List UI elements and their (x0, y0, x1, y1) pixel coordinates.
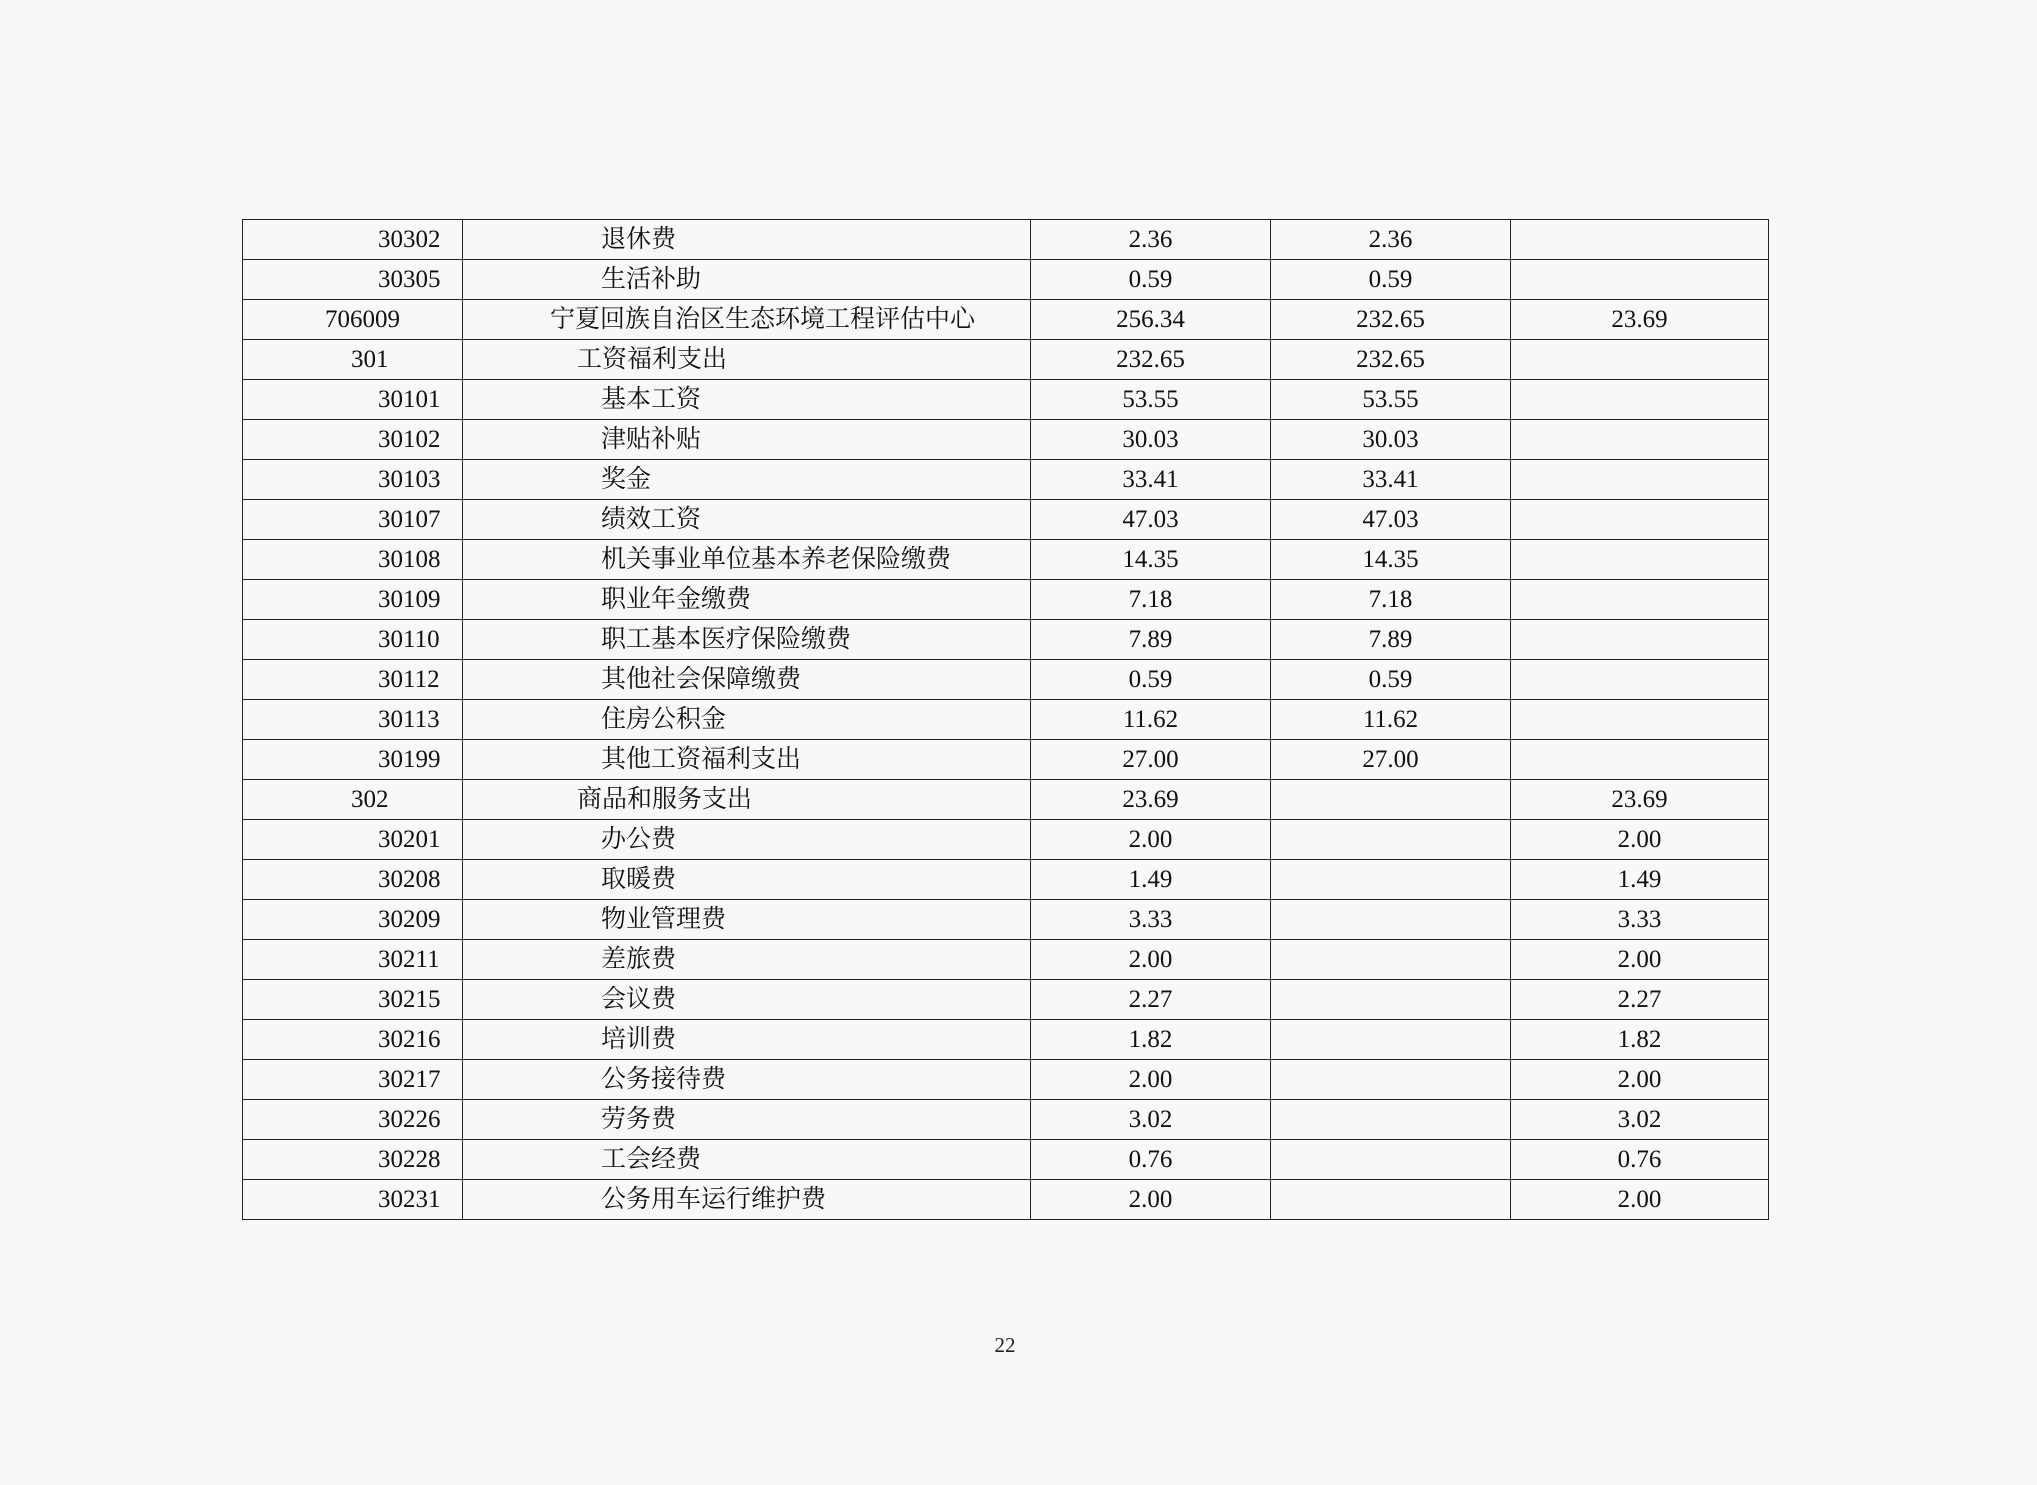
table-row (243, 940, 1769, 980)
total-amount-cell: 27.00 (1031, 740, 1271, 780)
total-amount-cell: 11.62 (1031, 700, 1271, 740)
table-row (243, 1020, 1769, 1060)
account-code-cell: 30211 (243, 940, 463, 980)
account-name-cell: 职业年金缴费 (463, 580, 1031, 620)
total-amount-cell: 23.69 (1031, 780, 1271, 820)
basic-expenditure-cell: 33.41 (1271, 460, 1511, 500)
table-row (243, 300, 1769, 340)
budget-table-body (243, 220, 1769, 1220)
total-amount-cell: 1.49 (1031, 860, 1271, 900)
total-amount-cell: 30.03 (1031, 420, 1271, 460)
project-expenditure-cell: 23.69 (1511, 780, 1769, 820)
total-amount-cell: 256.34 (1031, 300, 1271, 340)
account-code-cell: 30216 (243, 1020, 463, 1060)
account-code-cell: 30208 (243, 860, 463, 900)
basic-expenditure-cell: 30.03 (1271, 420, 1511, 460)
account-code-cell: 30215 (243, 980, 463, 1020)
total-amount-cell: 2.00 (1031, 1180, 1271, 1220)
total-amount-cell: 2.00 (1031, 1060, 1271, 1100)
total-amount-cell: 1.82 (1031, 1020, 1271, 1060)
basic-expenditure-cell (1271, 980, 1511, 1020)
account-name-cell: 商品和服务支出 (463, 780, 1031, 820)
total-amount-cell: 2.36 (1031, 220, 1271, 260)
table-row (243, 620, 1769, 660)
table-row (243, 980, 1769, 1020)
account-name-cell: 基本工资 (463, 380, 1031, 420)
basic-expenditure-cell: 11.62 (1271, 700, 1511, 740)
basic-expenditure-cell (1271, 820, 1511, 860)
account-code-cell: 706009 (243, 300, 463, 340)
basic-expenditure-cell (1271, 940, 1511, 980)
account-name-cell: 培训费 (463, 1020, 1031, 1060)
project-expenditure-cell: 2.00 (1511, 1060, 1769, 1100)
table-row (243, 860, 1769, 900)
account-code-cell: 30102 (243, 420, 463, 460)
account-name-cell: 差旅费 (463, 940, 1031, 980)
basic-expenditure-cell: 47.03 (1271, 500, 1511, 540)
budget-table (242, 219, 1769, 1220)
total-amount-cell: 33.41 (1031, 460, 1271, 500)
project-expenditure-cell (1511, 700, 1769, 740)
account-code-cell: 301 (243, 340, 463, 380)
project-expenditure-cell (1511, 500, 1769, 540)
account-name-cell: 劳务费 (463, 1100, 1031, 1140)
table-row (243, 580, 1769, 620)
project-expenditure-cell (1511, 540, 1769, 580)
basic-expenditure-cell: 232.65 (1271, 340, 1511, 380)
account-code-cell: 30305 (243, 260, 463, 300)
account-name-cell: 物业管理费 (463, 900, 1031, 940)
basic-expenditure-cell: 53.55 (1271, 380, 1511, 420)
table-row (243, 820, 1769, 860)
table-row (243, 780, 1769, 820)
project-expenditure-cell (1511, 260, 1769, 300)
table-row (243, 220, 1769, 260)
account-name-cell: 会议费 (463, 980, 1031, 1020)
project-expenditure-cell: 2.00 (1511, 940, 1769, 980)
project-expenditure-cell (1511, 460, 1769, 500)
total-amount-cell: 14.35 (1031, 540, 1271, 580)
total-amount-cell: 2.27 (1031, 980, 1271, 1020)
table-row (243, 1100, 1769, 1140)
account-code-cell: 30107 (243, 500, 463, 540)
project-expenditure-cell: 1.49 (1511, 860, 1769, 900)
project-expenditure-cell (1511, 580, 1769, 620)
total-amount-cell: 47.03 (1031, 500, 1271, 540)
total-amount-cell: 53.55 (1031, 380, 1271, 420)
account-name-cell: 工资福利支出 (463, 340, 1031, 380)
basic-expenditure-cell: 2.36 (1271, 220, 1511, 260)
account-name-cell: 其他社会保障缴费 (463, 660, 1031, 700)
account-code-cell: 30109 (243, 580, 463, 620)
account-code-cell: 30228 (243, 1140, 463, 1180)
total-amount-cell: 0.59 (1031, 660, 1271, 700)
account-name-cell: 公务用车运行维护费 (463, 1180, 1031, 1220)
basic-expenditure-cell: 27.00 (1271, 740, 1511, 780)
account-code-cell: 30201 (243, 820, 463, 860)
table-row (243, 740, 1769, 780)
page-number: 22 (994, 1333, 1016, 1357)
basic-expenditure-cell (1271, 780, 1511, 820)
account-name-cell: 办公费 (463, 820, 1031, 860)
project-expenditure-cell (1511, 220, 1769, 260)
account-code-cell: 30226 (243, 1100, 463, 1140)
table-row (243, 900, 1769, 940)
project-expenditure-cell (1511, 660, 1769, 700)
account-code-cell: 30231 (243, 1180, 463, 1220)
account-name-cell: 津贴补贴 (463, 420, 1031, 460)
basic-expenditure-cell: 14.35 (1271, 540, 1511, 580)
account-code-cell: 30199 (243, 740, 463, 780)
basic-expenditure-cell (1271, 900, 1511, 940)
project-expenditure-cell (1511, 340, 1769, 380)
table-row (243, 460, 1769, 500)
table-row (243, 420, 1769, 460)
account-code-cell: 30101 (243, 380, 463, 420)
total-amount-cell: 3.33 (1031, 900, 1271, 940)
account-name-cell: 奖金 (463, 460, 1031, 500)
project-expenditure-cell (1511, 740, 1769, 780)
project-expenditure-cell: 2.00 (1511, 820, 1769, 860)
total-amount-cell: 7.89 (1031, 620, 1271, 660)
basic-expenditure-cell: 0.59 (1271, 260, 1511, 300)
total-amount-cell: 2.00 (1031, 820, 1271, 860)
basic-expenditure-cell (1271, 1180, 1511, 1220)
table-row (243, 380, 1769, 420)
total-amount-cell: 2.00 (1031, 940, 1271, 980)
account-code-cell: 30112 (243, 660, 463, 700)
basic-expenditure-cell: 7.18 (1271, 580, 1511, 620)
account-name-cell: 生活补助 (463, 260, 1031, 300)
table-row (243, 1060, 1769, 1100)
basic-expenditure-cell (1271, 1100, 1511, 1140)
account-code-cell: 302 (243, 780, 463, 820)
table-row (243, 1180, 1769, 1220)
account-name-cell: 工会经费 (463, 1140, 1031, 1180)
account-code-cell: 30113 (243, 700, 463, 740)
account-name-cell: 其他工资福利支出 (463, 740, 1031, 780)
total-amount-cell: 3.02 (1031, 1100, 1271, 1140)
basic-expenditure-cell (1271, 860, 1511, 900)
account-name-cell: 职工基本医疗保险缴费 (463, 620, 1031, 660)
account-code-cell: 30217 (243, 1060, 463, 1100)
basic-expenditure-cell (1271, 1060, 1511, 1100)
project-expenditure-cell: 2.00 (1511, 1180, 1769, 1220)
account-code-cell: 30103 (243, 460, 463, 500)
basic-expenditure-cell (1271, 1020, 1511, 1060)
total-amount-cell: 0.59 (1031, 260, 1271, 300)
account-name-cell: 绩效工资 (463, 500, 1031, 540)
account-code-cell: 30108 (243, 540, 463, 580)
account-name-cell: 取暖费 (463, 860, 1031, 900)
project-expenditure-cell: 23.69 (1511, 300, 1769, 340)
account-name-cell: 机关事业单位基本养老保险缴费 (463, 540, 1031, 580)
total-amount-cell: 0.76 (1031, 1140, 1271, 1180)
account-name-cell: 公务接待费 (463, 1060, 1031, 1100)
table-row (243, 340, 1769, 380)
project-expenditure-cell: 2.27 (1511, 980, 1769, 1020)
account-name-cell: 住房公积金 (463, 700, 1031, 740)
project-expenditure-cell (1511, 420, 1769, 460)
project-expenditure-cell: 3.02 (1511, 1100, 1769, 1140)
total-amount-cell: 232.65 (1031, 340, 1271, 380)
project-expenditure-cell: 3.33 (1511, 900, 1769, 940)
table-row (243, 260, 1769, 300)
account-name-cell: 退休费 (463, 220, 1031, 260)
basic-expenditure-cell: 7.89 (1271, 620, 1511, 660)
total-amount-cell: 7.18 (1031, 580, 1271, 620)
table-row (243, 1140, 1769, 1180)
project-expenditure-cell: 0.76 (1511, 1140, 1769, 1180)
account-code-cell: 30209 (243, 900, 463, 940)
basic-expenditure-cell (1271, 1140, 1511, 1180)
account-code-cell: 30110 (243, 620, 463, 660)
account-name-cell: 宁夏回族自治区生态环境工程评估中心 (463, 300, 1031, 340)
table-row (243, 700, 1769, 740)
basic-expenditure-cell: 232.65 (1271, 300, 1511, 340)
table-row (243, 660, 1769, 700)
basic-expenditure-cell: 0.59 (1271, 660, 1511, 700)
table-row (243, 540, 1769, 580)
project-expenditure-cell (1511, 380, 1769, 420)
project-expenditure-cell (1511, 620, 1769, 660)
table-row (243, 500, 1769, 540)
account-code-cell: 30302 (243, 220, 463, 260)
project-expenditure-cell: 1.82 (1511, 1020, 1769, 1060)
